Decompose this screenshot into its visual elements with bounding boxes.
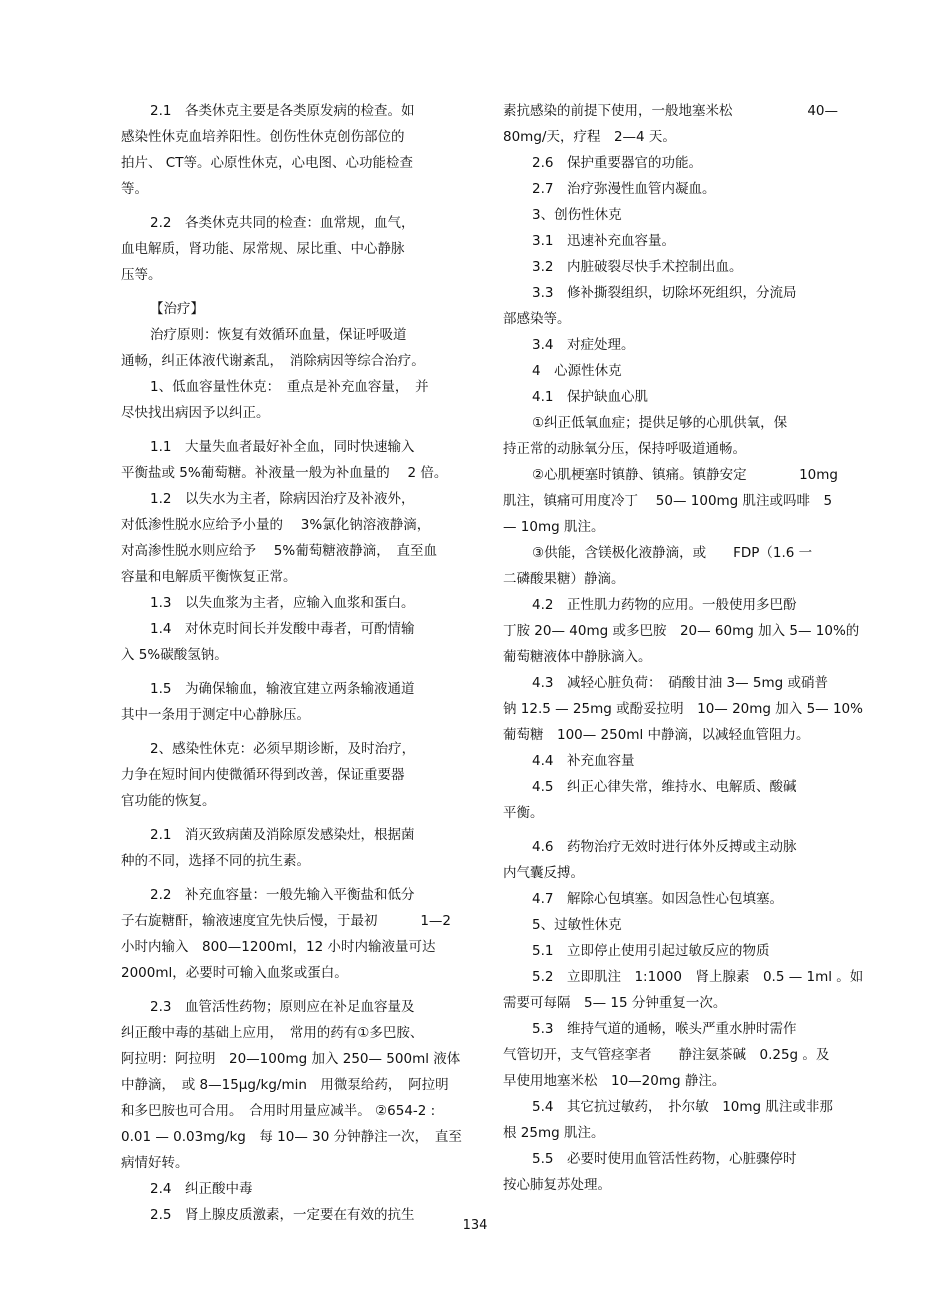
text-line xyxy=(121,1176,451,1202)
text-line xyxy=(121,210,451,236)
text-line-content: 需要可每隔 5— 15 分钟重复一次。 xyxy=(503,995,727,1011)
text-line-content: 部感染等。 xyxy=(503,311,571,327)
text-line xyxy=(121,124,451,150)
text-line xyxy=(121,150,451,176)
text-line-content: 钠 12.5 — 25mg 或酚妥拉明 10— 20mg 加入 5— 10% xyxy=(503,701,863,717)
right-text-column xyxy=(503,98,864,1198)
text-line xyxy=(503,964,864,990)
text-line xyxy=(503,358,838,384)
text-line xyxy=(503,462,838,488)
text-line xyxy=(503,306,838,332)
text-line xyxy=(121,236,451,262)
text-line-content: 1.4 对休克时间长并发酸中毒者，可酌情输 xyxy=(150,621,415,637)
text-line xyxy=(503,1042,838,1068)
text-line-content: 葡萄糖 100— 250ml 中静滴，以减轻血管阻力。 xyxy=(503,727,810,743)
text-line-content: 葡萄糖液体中静脉滴入。 xyxy=(503,649,652,665)
text-line xyxy=(121,642,451,668)
text-line-content: 5.4 其它抗过敏药， 扑尔敏 10mg 肌注或非那 xyxy=(532,1099,833,1115)
text-line-content: 1.3 以失血浆为主者，应输入血浆和蛋白。 xyxy=(150,595,415,611)
text-line xyxy=(121,616,451,642)
text-line-content: 病情好转。 xyxy=(121,1155,189,1171)
text-line xyxy=(503,436,838,462)
text-line-right-fragment: 40— xyxy=(807,103,838,119)
paragraph-gap xyxy=(121,814,451,822)
text-line-content: 肌注，镇痛可用度冷丁 50— 100mg 肌注或吗啡 5 xyxy=(503,493,833,509)
text-line-content: 2.2 各类休克共同的检查：血常规，血气， xyxy=(150,215,415,231)
paragraph-gap xyxy=(503,826,838,834)
text-line-content: 1、低血容量性休克： 重点是补充血容量， 并 xyxy=(150,379,429,395)
text-line-content: 【治疗】 xyxy=(150,301,204,317)
text-line-content: 官功能的恢复。 xyxy=(121,793,216,809)
text-line xyxy=(121,98,451,124)
text-line xyxy=(503,592,838,618)
text-line-content: 拍片、 CT等。心原性休克，心电图、心功能检查 xyxy=(121,155,413,171)
text-line-content: — 10mg 肌注。 xyxy=(503,519,605,535)
text-line-content: 种的不同，选择不同的抗生素。 xyxy=(121,853,310,869)
text-line xyxy=(121,960,451,986)
text-line xyxy=(503,332,838,358)
text-line-content: ①纠正低氧血症；提供足够的心肌供氧，保 xyxy=(532,415,788,431)
text-line-content: 气管切开，支气管痉挛者 静注氨茶碱 0.25g 。及 xyxy=(503,1047,830,1063)
text-line-content: 4 心源性休克 xyxy=(532,363,622,379)
text-line-content: 二磷酸果糖）静滴。 xyxy=(503,571,625,587)
text-line-content: 尽快找出病因予以纠正。 xyxy=(121,405,270,421)
text-line-content: 1.2 以失水为主者，除病因治疗及补液外， xyxy=(150,491,415,507)
text-line-content: 2.2 补充血容量：一般先输入平衡盐和低分 xyxy=(150,887,415,903)
text-line-content: 容量和电解质平衡恢复正常。 xyxy=(121,569,297,585)
text-line xyxy=(121,1098,451,1124)
paragraph-gap xyxy=(121,986,451,994)
text-line xyxy=(121,262,451,288)
text-line xyxy=(503,644,838,670)
text-line-content: 2.1 消灭致病菌及消除原发感染灶，根据菌 xyxy=(150,827,415,843)
text-line-right-fragment: 10mg xyxy=(799,467,838,483)
text-line xyxy=(503,124,838,150)
text-line xyxy=(503,860,838,886)
text-line-content: 血电解质，肾功能、尿常规、尿比重、中心静脉 xyxy=(121,241,405,257)
text-line-content: 压等。 xyxy=(121,267,162,283)
text-line-content: 2.6 保护重要器官的功能。 xyxy=(532,155,702,171)
text-line xyxy=(503,488,838,514)
paragraph-gap xyxy=(121,668,451,676)
paragraph-gap xyxy=(121,202,451,210)
text-line-content: 3.2 内脏破裂尽快手术控制出血。 xyxy=(532,259,743,275)
text-line-right-fragment: 1—2 xyxy=(420,913,451,929)
text-line xyxy=(503,1094,838,1120)
text-line xyxy=(121,1124,462,1150)
text-line xyxy=(503,540,838,566)
text-line xyxy=(503,1120,838,1146)
text-line xyxy=(503,566,838,592)
text-line xyxy=(503,280,838,306)
text-line xyxy=(121,512,451,538)
text-line xyxy=(121,564,451,590)
text-line xyxy=(503,514,838,540)
text-line xyxy=(121,848,451,874)
text-line xyxy=(503,800,838,826)
text-line xyxy=(503,912,838,938)
text-line-content: 持正常的动脉氧分压，保持呼吸道通畅。 xyxy=(503,441,746,457)
text-line xyxy=(503,990,838,1016)
text-line-content: 2、感染性休克：必须早期诊断，及时治疗， xyxy=(150,741,416,757)
text-line-content: 对高渗性脱水则应给予 5%葡萄糖液静滴， 直至血 xyxy=(121,543,437,559)
text-line-content: 4.1 保护缺血心肌 xyxy=(532,389,648,405)
text-line xyxy=(503,1016,838,1042)
text-line-content: 平衡盐或 5%葡萄糖。补液量一般为补血量的 2 倍。 xyxy=(121,465,448,481)
text-line xyxy=(121,296,451,322)
text-line-content: 力争在短时间内使微循环得到改善，保证重要器 xyxy=(121,767,405,783)
text-line-content: 小时内输入 800—1200ml，12 小时内输液量可达 xyxy=(121,939,436,955)
text-line-content: 1.1 大量失血者最好补全血，同时快速输入 xyxy=(150,439,415,455)
text-line xyxy=(121,762,451,788)
text-line-content: 早使用地塞米松 10—20mg 静注。 xyxy=(503,1073,726,1089)
text-line xyxy=(503,1068,838,1094)
text-line-content: 纠正酸中毒的基础上应用， 常用的药有①多巴胺、 xyxy=(121,1025,424,1041)
text-line-content: 80mg/天，疗程 2—4 天。 xyxy=(503,129,676,145)
text-line xyxy=(121,822,451,848)
text-line-content: 等。 xyxy=(121,181,148,197)
text-line xyxy=(121,882,451,908)
text-line xyxy=(503,938,838,964)
text-line xyxy=(121,374,451,400)
text-line xyxy=(503,1172,838,1198)
text-line-content: 4.6 药物治疗无效时进行体外反搏或主动脉 xyxy=(532,839,797,855)
text-line xyxy=(121,702,451,728)
text-line-content: 内气囊反搏。 xyxy=(503,865,584,881)
text-line-content: 2000ml，必要时可输入血浆或蛋白。 xyxy=(121,965,348,981)
text-line-content: 2.5 肾上腺皮质激素，一定要在有效的抗生 xyxy=(150,1207,415,1223)
text-line-content: 0.01 — 0.03mg/kg 每 10— 30 分钟静注一次， 直至 xyxy=(121,1129,462,1145)
text-line-content: 丁胺 20— 40mg 或多巴胺 20— 60mg 加入 5— 10%的 xyxy=(503,623,860,639)
text-line-content: 平衡。 xyxy=(503,805,544,821)
text-line-content: 4.4 补充血容量 xyxy=(532,753,635,769)
text-line xyxy=(503,410,838,436)
text-line xyxy=(121,676,451,702)
text-line-content: 5.1 立即停止使用引起过敏反应的物质 xyxy=(532,943,770,959)
text-line-content: 4.2 正性肌力药物的应用。一般使用多巴酚 xyxy=(532,597,797,613)
text-line-content: 通畅，纠正体液代谢紊乱， 消除病因等综合治疗。 xyxy=(121,353,425,369)
text-line xyxy=(503,886,838,912)
text-line-content: 5.2 立即肌注 1:1000 肾上腺素 0.5 — 1ml 。如 xyxy=(532,969,864,985)
text-line xyxy=(121,400,451,426)
text-line xyxy=(121,176,451,202)
text-line-content: 阿拉明：阿拉明 20—100mg 加入 250— 500ml 液体 xyxy=(121,1051,461,1067)
text-line xyxy=(121,788,451,814)
text-line-content: 其中一条用于测定中心静脉压。 xyxy=(121,707,310,723)
text-line xyxy=(503,748,838,774)
text-line xyxy=(121,1046,461,1072)
text-line-content: 入 5%碳酸氢钠。 xyxy=(121,647,228,663)
text-line xyxy=(503,722,838,748)
text-line xyxy=(503,384,838,410)
text-line xyxy=(121,1072,451,1098)
text-line xyxy=(121,322,451,348)
text-line-content: 2.3 血管活性药物；原则应在补足血容量及 xyxy=(150,999,415,1015)
paragraph-gap xyxy=(121,426,451,434)
text-line-content: 5.3 维持气道的通畅，喉头严重水肿时需作 xyxy=(532,1021,797,1037)
text-line xyxy=(121,994,451,1020)
page-number: 134 xyxy=(462,1218,488,1233)
text-line-content: 4.5 纠正心律失常，维持水、电解质、酸碱 xyxy=(532,779,797,795)
text-line xyxy=(121,1150,451,1176)
text-line-content: 素抗感染的前提下使用，一般地塞米松 xyxy=(503,103,733,119)
text-line xyxy=(503,618,860,644)
text-line-content: 1.5 为确保输血，输液宜建立两条输液通道 xyxy=(150,681,415,697)
text-line-content: 对低渗性脱水应给予小量的 3%氯化钠溶液静滴， xyxy=(121,517,431,533)
text-line xyxy=(121,348,451,374)
text-line xyxy=(121,486,451,512)
text-line-content: 3.1 迅速补充血容量。 xyxy=(532,233,675,249)
text-line xyxy=(121,908,451,934)
text-line-content: 根 25mg 肌注。 xyxy=(503,1125,605,1141)
text-line xyxy=(503,176,838,202)
left-text-column xyxy=(121,98,462,1228)
text-line-content: 按心肺复苏处理。 xyxy=(503,1177,611,1193)
text-line-content: 3.3 修补撕裂组织，切除坏死组织，分流局 xyxy=(532,285,797,301)
paragraph-gap xyxy=(121,874,451,882)
text-line-content: ③供能，含镁极化液静滴，或 FDP（1.6 一 xyxy=(532,545,813,561)
text-line-content: 5、过敏性休克 xyxy=(532,917,622,933)
text-line-content: 3、创伤性休克 xyxy=(532,207,622,223)
text-line xyxy=(121,434,451,460)
text-line-content: ②心肌梗塞时镇静、镇痛。镇静安定 xyxy=(532,467,747,483)
text-line-content: 3.4 对症处理。 xyxy=(532,337,635,353)
text-line xyxy=(121,590,451,616)
text-line xyxy=(503,774,838,800)
text-line xyxy=(121,460,451,486)
paragraph-gap xyxy=(121,288,451,296)
text-line xyxy=(503,696,863,722)
text-line xyxy=(121,934,451,960)
text-line xyxy=(121,538,451,564)
text-line-content: 2.7 治疗弥漫性血管内凝血。 xyxy=(532,181,716,197)
text-line-content: 治疗原则：恢复有效循环血量，保证呼吸道 xyxy=(150,327,407,343)
text-line xyxy=(503,670,838,696)
text-line xyxy=(503,228,838,254)
text-line-content: 2.1 各类休克主要是各类原发病的检查。如 xyxy=(150,103,415,119)
text-line-content: 2.4 纠正酸中毒 xyxy=(150,1181,253,1197)
text-line xyxy=(121,736,451,762)
paragraph-gap xyxy=(121,728,451,736)
text-line-content: 5.5 必要时使用血管活性药物，心脏骤停时 xyxy=(532,1151,797,1167)
text-line xyxy=(121,1020,451,1046)
text-line xyxy=(503,834,838,860)
text-line-content: 和多巴胺也可合用。 合用时用量应减半。 ②654-2 : xyxy=(121,1103,436,1119)
text-line xyxy=(503,254,838,280)
text-line xyxy=(503,150,838,176)
text-line xyxy=(503,202,838,228)
text-line-content: 中静滴， 或 8—15µg/kg/min 用微泵给药， 阿拉明 xyxy=(121,1077,449,1093)
text-line-content: 感染性休克血培养阳性。创伤性休克创伤部位的 xyxy=(121,129,405,145)
text-line xyxy=(503,1146,838,1172)
text-line xyxy=(503,98,838,124)
text-line-content: 4.3 减轻心脏负荷： 硝酸甘油 3— 5mg 或硝普 xyxy=(532,675,828,691)
text-line-content: 4.7 解除心包填塞。如因急性心包填塞。 xyxy=(532,891,783,907)
text-line-content: 子右旋糖酐，输液速度宜先快后慢，于最初 xyxy=(121,913,378,929)
